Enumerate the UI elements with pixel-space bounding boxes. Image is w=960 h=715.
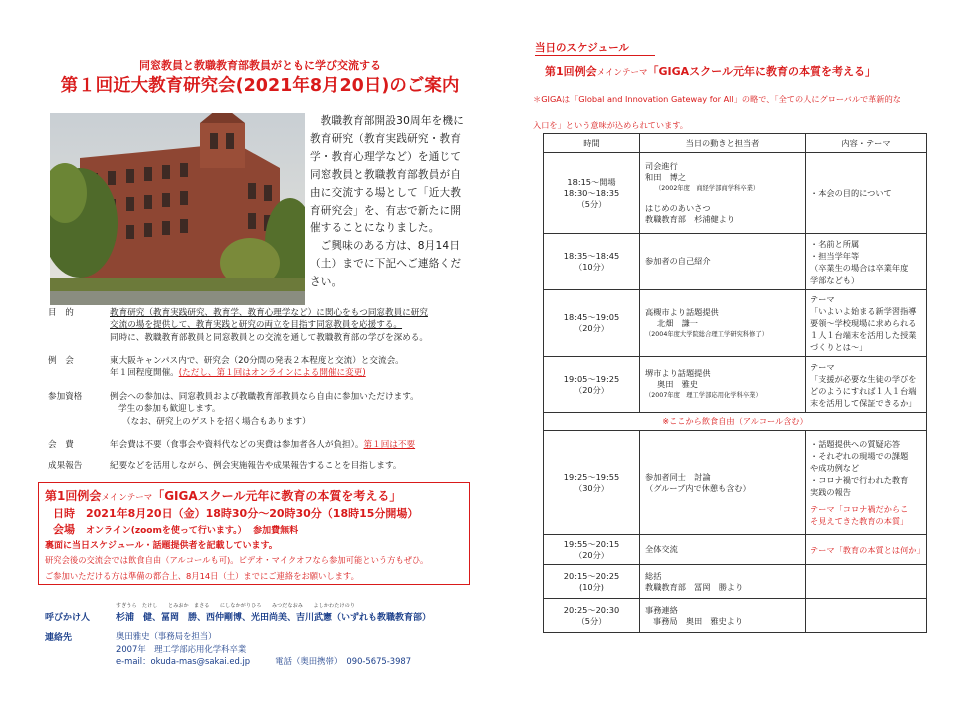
time-line: 18:30～18:35 [563,187,620,198]
theme-cell [806,599,927,633]
time-cell [544,599,640,633]
table-header-row [544,134,927,153]
purpose-line-3: 同時に、教職教育部教員と同窓教員との交流を通して教職教育部の学びを深める。 [110,332,428,343]
meeting-box-title-b: メインテーマ [101,493,153,503]
table-row [544,234,927,290]
time-line: 20:25～20:30 [563,604,620,615]
schedule-heading: 当日のスケジュール [535,40,655,56]
schedule-subtitle-c: 「GIGAスクール元年に教育の本質を考える」 [647,65,876,78]
fee-label: 会 費 [48,440,74,450]
contact-email-phone[interactable]: e-mail：okuda-mas@sakai.ed.jp 電話（奥田携帯） 090-5675-3987 [116,656,412,666]
qualification-label: 参加資格 [48,392,83,402]
time-cell [544,565,640,599]
meeting-note-party: 研究会後の交流会では飲食自由（アルコールも可)。ビデオ・マイクオフなら参加可能という方もぜひ。 [45,555,429,565]
theme-line: 要領～学校現場に求められる [810,318,917,328]
purpose-label: 目 的 [48,308,74,318]
intro-paragraph-1: 教職教育部開設30周年を機に教育研究（教育実践研究・教育学・教育心理学など）を通じて同窓教員と教職教育部教員が自由に交流する場として「近大教育研究会」を、有志で新たに開催することになりました。 [310,115,464,235]
meeting-fee-free: 参加費無料 [253,526,299,536]
header-time: 時間 [544,134,640,153]
activity-line: 和田 博之 [645,172,686,182]
theme-line: （卒業生の場合は卒業年度 [810,262,909,273]
intro-paragraph-2: ご興味のある方は、8月14日（土）までに下記へご連絡ください。 [310,240,462,289]
activity-note: （2007年度 理工学部応用化学科卒業） [645,392,762,399]
drinks-banner: ※ここから飲食自由（アルコール含む） [544,413,927,431]
meeting-online-note: (ただし、第１回はオンラインによる開催に変更) [178,368,366,379]
meeting-label: 例 会 [48,356,74,366]
time-cell [544,535,640,565]
activity-cell [640,535,806,565]
time-line: 18:15～開場 [567,176,616,187]
duration: （20分） [574,549,609,560]
schedule-subtitle-b: メインテーマ [596,68,648,78]
table-row [544,290,927,357]
table-row [544,599,927,633]
theme-line: 学部なども） [810,274,860,285]
table-row [544,535,927,565]
activity-line: はじめのあいさつ [645,203,711,213]
theme-line: テーマ「コロナ禍だからこ [810,504,909,514]
activity-note: （2002年度 商経学部商学科卒業） [655,185,760,192]
activity-line: 参加者の自己紹介 [645,256,711,266]
time-cell [544,431,640,535]
theme-line: ・本会の目的について [810,188,892,198]
meeting-note-schedule: 裏面に当日スケジュール・話題提供者を記載しています。 [45,541,278,551]
callers-furigana: すぎうら たけし とみおか まさる にしなかがりひろ みつだなおみ よしかわたけのり [116,603,356,609]
activity-line: 高槻市より話題提供 [645,306,719,317]
activity-cell [640,234,806,290]
giga-note-line-1: ＊GIGAは「Global and Innovation Gateway for All」の略で、「全ての人にグローバルで革新的な [533,94,901,104]
activity-cell [640,431,806,535]
table-row [544,153,927,234]
theme-line: ・話題提供への質疑応答 [810,439,901,449]
table-row [544,565,927,599]
duration: （10分） [574,261,609,272]
campus-building-photo [50,113,305,305]
first-meeting-box [38,482,470,585]
theme-line: 「いよいよ始まる新学習指導 [810,306,917,316]
meeting-date-value: 2021年8月20日（金）18時30分～20時30分（18時15分開場） [86,507,419,520]
schedule-subtitle [545,63,876,79]
activity-cell [640,153,806,234]
flyer-title: 第１回近大教育研究会(2021年8月20日)のご案内 [60,76,460,96]
time-cell [544,290,640,357]
qualification-line-1: 例会への参加は、同窓教員および教職教育部教員なら自由に参加いただけます。 [110,392,419,402]
time-line: 19:55～20:15 [563,538,620,549]
meeting-box-title [45,487,401,504]
theme-line: ・担当学年等 [810,250,860,261]
theme-line: そ見えてきた教育の本質」 [810,516,909,526]
duration: （5分） [576,198,607,209]
duration: （20分） [574,323,609,333]
fee-text: 年会費は不要（食事会や資料代などの実費は参加者各人が負担）。 [110,440,364,450]
activity-note: （2004年度大学院総合理工学研究科修了） [645,330,769,338]
time-cell [544,357,640,413]
fee-first-free: 第１回は不要 [363,440,416,450]
table-row [544,357,927,413]
contact-name: 奥田雅史（事務局を担当） [116,631,217,641]
meeting-venue [53,521,298,537]
theme-line: 末を活用して保証できるか」 [810,397,917,408]
activity-line: 堺市より話題提供 [645,368,711,378]
meeting-box-title-c: 「GIGAスクール元年に教育の本質を考える」 [152,489,402,503]
duration: （20分） [574,384,609,395]
activity-line: 教職教育部 杉浦健より [645,214,736,224]
contact-details [116,630,411,668]
activity-cell [640,357,806,413]
theme-line: 「支援が必要な生徒の学びを [810,373,917,384]
meeting-date [53,505,418,521]
activity-line: 北畑 謙一 [657,317,698,328]
drinks-banner-row [544,413,927,431]
activity-cell [640,565,806,599]
time-line: 18:35～18:45 [563,250,620,261]
meeting-box-title-a: 第1回例会 [45,489,102,503]
time-line: 19:05～19:25 [563,373,620,384]
activity-line: 参加者同士 討論 [645,471,711,482]
activity-line: 奥田 雅史 [657,379,698,389]
theme-line: テーマ [810,361,835,372]
theme-cell [806,535,927,565]
activity-line: 総括 [645,570,662,581]
callers-names: 杉浦 健、冨岡 勝、西仲剛博、光田尚美、吉川武憲（いずれも教職教育部） [116,613,432,623]
contact-graduation: 2007年 理工学部応用化学科卒業 [116,643,247,654]
meeting-venue-label: 会場 [53,523,75,536]
theme-cell [806,431,927,535]
header-theme: 内容・テーマ [806,134,927,153]
time-cell [544,153,640,234]
activity-cell [640,599,806,633]
schedule-table [543,133,927,633]
header-activity: 当日の動きと担当者 [640,134,806,153]
meeting-note-rsvp: ご参加いただける方は準備の都合上、8月14日（土）までにご連絡をお願いします。 [45,571,359,581]
theme-cell [806,153,927,234]
meeting-date-label: 日時 [53,507,75,520]
schedule-subtitle-a: 第1回例会 [545,65,597,78]
purpose-line-2: 交流の場を提供して、教育実践と研究の両立を目指す同窓教員を応援する。 [110,320,403,331]
theme-cell [806,290,927,357]
theme-line: ・それぞれの現場での課題 [810,451,909,461]
theme-cell [806,565,927,599]
activity-line: （グループ内で休憩も含む） [645,482,751,493]
report-text: 紀要などを活用しながら、例会実施報告や成果報告することを目指します。 [110,461,402,471]
intro-text [310,113,470,292]
theme-line: ・コロナ禍で行われた教育 [810,475,909,485]
theme-line: テーマ [810,294,835,304]
activity-line: 司会進行 [645,161,678,171]
activity-line: 教職教育部 冨岡 勝より [645,581,744,592]
activity-line: 事務連絡 [645,604,678,615]
theme-cell [806,357,927,413]
duration: （30分） [574,482,609,493]
contact-label: 連絡先 [45,633,73,643]
purpose-line-1: 教育研究（教育実践研究、教育学、教育心理学など）に関心をもつ同窓教員に研究 [110,308,428,318]
theme-line: １人１台端末を活用した授業 [810,330,917,340]
time-line: 19:25～19:55 [563,471,620,482]
qualification-line-2: 学生の参加も歓迎します。 [118,404,221,415]
table-row [544,431,927,535]
theme-line: 実践の報告 [810,487,851,497]
duration: (10分) [579,581,604,592]
activity-cell [640,290,806,357]
duration: （5分） [576,615,607,626]
meeting-line-1: 東大阪キャンパス内で、研究会（20分間の発表２本程度と交流）と交流会。 [110,356,404,366]
theme-cell [806,234,927,290]
time-line: 20:15～20:25 [563,570,620,581]
callers-label: 呼びかけ人 [45,613,91,623]
qualification-line-3: （なお、研究上のゲストを招く場合もあります） [122,416,311,427]
theme-line: どのようにすれば１人１台端 [810,385,917,396]
theme-line: ・名前と所属 [810,238,860,249]
activity-line: 全体交流 [645,544,678,554]
flyer-subtitle: 同窓教員と教職教育部教員がともに学び交流する [139,59,381,72]
activity-line: 事務局 奥田 雅史より [653,615,744,626]
meeting-venue-value: オンライン(zoomを使って行います。） [86,526,243,536]
time-cell [544,234,640,290]
giga-note-line-2: 入口を」という意味が込められています。 [533,120,688,130]
time-line: 18:45～19:05 [563,312,620,322]
theme-line: や成功例など [810,463,860,473]
theme-line: づくりとは～」 [810,342,868,352]
theme-line: テーマ「教育の本質とは何か」 [810,544,925,555]
meeting-line-2: 年１回程度開催。 [110,368,179,379]
report-label: 成果報告 [48,461,83,471]
